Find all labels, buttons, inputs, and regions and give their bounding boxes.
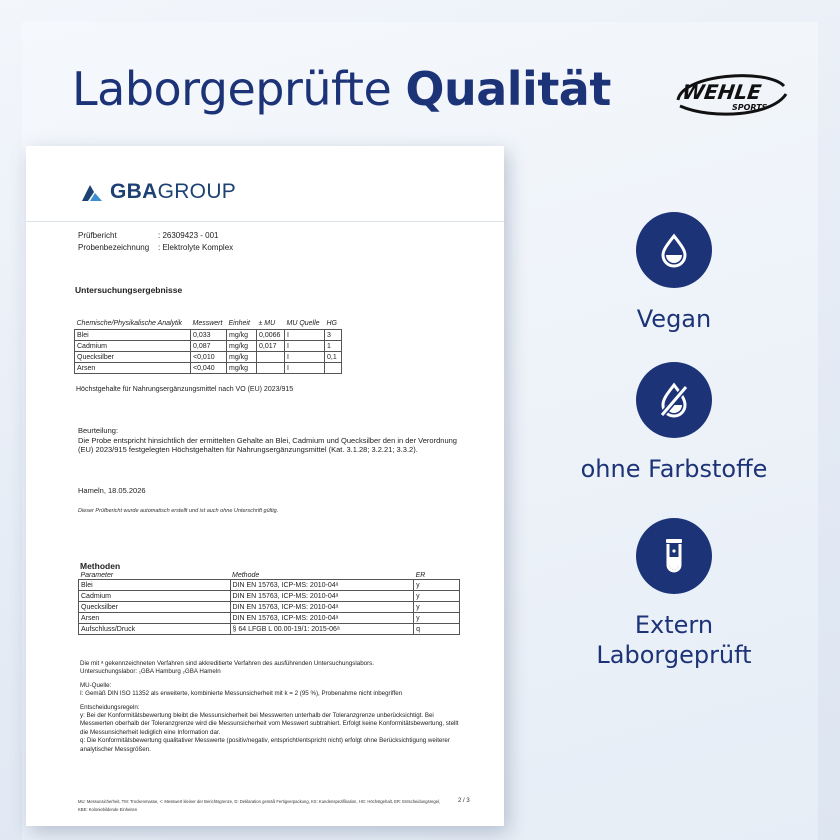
lab-report-document: [26, 146, 504, 826]
methods-cell: y: [414, 580, 460, 591]
results-cell: Quecksilber: [75, 352, 191, 363]
no-color-drop-icon: [636, 362, 712, 438]
wehle-logo: [672, 66, 792, 122]
methods-row: [79, 602, 460, 613]
place-date: Hameln, 18.05.2026: [78, 486, 146, 495]
results-header-cell: Messwert: [192, 320, 223, 327]
results-cell: I: [285, 352, 325, 363]
results-cell: 0,033: [191, 330, 227, 341]
gba-logo: GBAGROUP: [80, 180, 236, 204]
drop-icon: [636, 212, 712, 288]
results-row: [75, 341, 342, 352]
results-cell: [257, 352, 285, 363]
feature-no-colorants: [564, 362, 784, 484]
results-header-cell: Einheit: [228, 320, 250, 327]
methods-header-cell: Parameter: [79, 572, 231, 580]
methods-row: [79, 613, 460, 624]
results-header-cell: ± MU: [258, 320, 276, 327]
methods-title: Methoden: [80, 561, 121, 571]
methods-row: [79, 624, 460, 635]
results-cell: I: [285, 363, 325, 374]
headline-light: Laborgeprüfte: [72, 62, 392, 116]
methods-cell: Cadmium: [79, 591, 231, 602]
results-header-cell: Chemische/Physikalische Analytik: [76, 320, 183, 327]
methods-cell: Aufschluss/Druck: [79, 624, 231, 635]
headline: [72, 62, 611, 116]
feature-lab-tested: [564, 518, 784, 670]
results-cell: 0,0066: [257, 330, 285, 341]
svg-text:SPORTS: SPORTS: [732, 103, 768, 112]
results-cell: Blei: [75, 330, 191, 341]
results-row: [75, 363, 342, 374]
header-rule: [26, 221, 504, 222]
test-tube-icon: [636, 518, 712, 594]
results-row: [75, 352, 342, 363]
methods-cell: y: [414, 591, 460, 602]
feature-label: Extern Laborgeprüft: [596, 611, 752, 669]
methods-table: [78, 572, 460, 635]
methods-cell: y: [414, 602, 460, 613]
results-table: [74, 320, 342, 374]
results-cell: mg/kg: [227, 330, 257, 341]
page-number: 2 / 3: [458, 798, 470, 804]
results-cell: mg/kg: [227, 363, 257, 374]
methods-cell: DIN EN 15763, ICP-MS: 2010-04ᵃ: [230, 580, 414, 591]
results-cell: 3: [325, 330, 342, 341]
methods-header-cell: Methode: [230, 572, 414, 580]
results-cell: mg/kg: [227, 341, 257, 352]
assessment: Beurteilung: Die Probe entspricht hinsichtlich der ermittelten Gehalte an Blei, Cadmium und Quecksilber den in der Verordnung (EU) 2023/915 festgelegten Höchstgehalten für Nahrungsergänzungsmittel (Kat. 3.1.28; 3.2.21; 3.3.2).: [78, 426, 457, 454]
results-cell: 1: [325, 341, 342, 352]
feature-vegan: [564, 212, 784, 334]
methods-cell: Quecksilber: [79, 602, 231, 613]
results-cell: 0,017: [257, 341, 285, 352]
results-header-cell: HG: [326, 320, 337, 327]
results-cell: mg/kg: [227, 352, 257, 363]
results-cell: 0,1: [325, 352, 342, 363]
headline-bold: Qualität: [405, 62, 611, 116]
methods-cell: Blei: [79, 580, 231, 591]
results-cell: [325, 363, 342, 374]
methods-cell: DIN EN 15763, ICP-MS: 2010-04ᵃ: [230, 602, 414, 613]
methods-cell: DIN EN 15763, ICP-MS: 2010-04ᵃ: [230, 613, 414, 624]
results-cell: Arsen: [75, 363, 191, 374]
auto-note: Dieser Prüfbericht wurde automatisch erstellt und ist auch ohne Unterschrift gültig.: [78, 508, 279, 514]
results-title: Untersuchungsergebnisse: [75, 285, 183, 295]
methods-row: [79, 591, 460, 602]
methods-cell: y: [414, 613, 460, 624]
methods-header-cell: ER: [414, 572, 460, 580]
svg-text:WEHLE: WEHLE: [680, 80, 763, 104]
results-cell: [257, 363, 285, 374]
report-notes: Die mit ᵃ gekennzeichneten Verfahren sind akkreditierte Verfahren des ausführenden Untersuchungslabors. Untersuchungslabor: ₁GBA Hamburg ₂GBA Hameln MU-Quelle: I: Gemäß DIN ISO 11352 als erweiterte, kombinierte Messunsicherheit mit k = 2 (95 %), Probenahme nicht inbegriffen Entscheidungsregeln: y: Bei der Konformitätsbewertung bleibt die Messunsicherheit bei Messwerten unterhalb der Toleranzgrenze unberücksichtigt. Bei Messwerten oberhalb der Toleranzgrenze wird die Messunsicherheit vom Messwert subtrahiert. Erfolgt keine Konformitätsbewertung, stellt die Messunsicherheit lediglich eine Information dar. q: Die Konformitätsbewertung qualitativer Messwerte (positiv/negativ, entspricht/entspricht nicht) erfolgt ohne Berücksichtigung weiterer analytischer Messgrößen.: [80, 660, 459, 753]
methods-cell: q: [414, 624, 460, 635]
limit-note: Höchstgehalte für Nahrungsergänzungsmittel nach VO (EU) 2023/915: [76, 386, 294, 393]
results-cell: Cadmium: [75, 341, 191, 352]
results-cell: 0,087: [191, 341, 227, 352]
results-header-cell: MU Quelle: [286, 320, 320, 327]
feature-label: Vegan: [636, 305, 712, 333]
report-footer: MU: Messunsicherheit, TM: Trockenmasse, <: Messwert kleiner der Berichtsgrenze, D: Deklaration gemäß Fertigverpackung, KS: Kundenspezifikation, HG: Höchstgehalt, ER: Entscheidungsregel, KBE: Koloniebildende Einheiten: [78, 799, 441, 812]
results-cell: <0,010: [191, 352, 227, 363]
results-cell: I: [285, 341, 325, 352]
report-meta: Prüfbericht : 26309423 - 001 Probenbezeichnung : Elektrolyte Komplex: [78, 231, 234, 252]
results-cell: <0,040: [191, 363, 227, 374]
methods-cell: DIN EN 15763, ICP-MS: 2010-04ᵃ: [230, 591, 414, 602]
methods-cell: Arsen: [79, 613, 231, 624]
methods-row: [79, 580, 460, 591]
results-row: [75, 330, 342, 341]
methods-cell: § 64 LFGB L 00.00-19/1: 2015-06ᵃ: [230, 624, 414, 635]
gba-logo-icon: [80, 182, 104, 202]
results-cell: I: [285, 330, 325, 341]
feature-label: ohne Farbstoffe: [580, 455, 768, 483]
